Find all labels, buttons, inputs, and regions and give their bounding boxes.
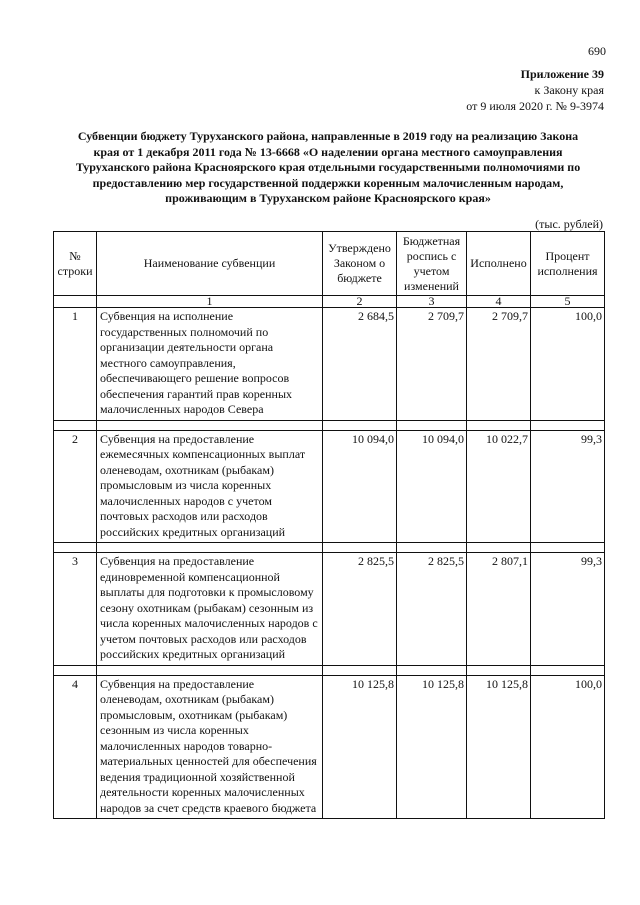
budget-value: 2 709,7 (397, 308, 467, 421)
header-name: Наименование субвенции (97, 232, 323, 296)
subsidy-name: Субвенция на предоставление единовременной компенсационной выплаты для подготовки к промысловому сезону охотникам (рыбакам) сезонным из числа коренных малочисленных народов с учетом почтовых расходов или расходов российских кредитных организаций (97, 553, 323, 666)
table-header-row (54, 232, 605, 296)
row-number: 2 (54, 430, 97, 543)
table-row (54, 675, 605, 819)
header-row-no: № строки (54, 232, 97, 296)
approved-value: 2 684,5 (323, 308, 397, 421)
table-row (54, 308, 605, 421)
subsidy-table (53, 231, 605, 819)
executed-value: 10 125,8 (467, 675, 531, 819)
executed-value: 2 807,1 (467, 553, 531, 666)
column-number: 5 (531, 296, 605, 308)
percent-value: 100,0 (531, 675, 605, 819)
column-number: 4 (467, 296, 531, 308)
executed-value: 2 709,7 (467, 308, 531, 421)
column-number: 2 (323, 296, 397, 308)
header-budget: Бюджетная роспись с учетом изменений (397, 232, 467, 296)
appendix-block (466, 66, 604, 114)
row-spacer (54, 665, 605, 675)
header-percent: Процент исполнения (531, 232, 605, 296)
table-row (54, 553, 605, 666)
header-approved: Утверждено Законом о бюджете (323, 232, 397, 296)
column-number-row (54, 296, 605, 308)
appendix-law: к Закону края (534, 83, 604, 97)
row-spacer (54, 420, 605, 430)
column-number: 1 (97, 296, 323, 308)
subsidy-name: Субвенция на предоставление оленеводам, охотникам (рыбакам) промысловым, охотникам (рыбакам) сезонным из числа коренных малочисленных народов товарно-материальных ценностей для обеспечения ведения традиционной хозяйственной деятельности коренных малочисленных народов за счет средств краевого бюджета (97, 675, 323, 819)
column-number: 3 (397, 296, 467, 308)
approved-value: 10 125,8 (323, 675, 397, 819)
row-number: 3 (54, 553, 97, 666)
page-number: 690 (588, 44, 606, 58)
table-row (54, 430, 605, 543)
row-number: 1 (54, 308, 97, 421)
row-spacer (54, 543, 605, 553)
budget-value: 10 125,8 (397, 675, 467, 819)
approved-value: 2 825,5 (323, 553, 397, 666)
document-title: Субвенции бюджету Туруханского района, направленные в 2019 году на реализацию Закона края от 1 декабря 2011 года № 13-6668 «О наделении органа местного самоуправления Туруханского района Красноярского края отдельными государственными полномочиями по предоставлению мер государственной поддержки коренным малочисленным народам, проживающим в Туруханском районе Красноярского края» (75, 129, 581, 205)
budget-value: 10 094,0 (397, 430, 467, 543)
units-label: (тыс. рублей) (535, 217, 603, 231)
row-number: 4 (54, 675, 97, 819)
percent-value: 100,0 (531, 308, 605, 421)
budget-value: 2 825,5 (397, 553, 467, 666)
appendix-title: Приложение 39 (520, 67, 604, 81)
header-executed: Исполнено (467, 232, 531, 296)
approved-value: 10 094,0 (323, 430, 397, 543)
subsidy-name: Субвенция на исполнение государственных полномочий по организации деятельности органа местного самоуправления, обеспечивающего решение вопросов обеспечения гарантий прав коренных малочисленных народов Севера (97, 308, 323, 421)
percent-value: 99,3 (531, 553, 605, 666)
percent-value: 99,3 (531, 430, 605, 543)
appendix-date: от 9 июля 2020 г. № 9-3974 (466, 99, 604, 113)
column-number (54, 296, 97, 308)
subsidy-name: Субвенция на предоставление ежемесячных компенсационных выплат оленеводам, охотникам (рыбакам) промысловым из числа коренных малочисленных народов с учетом почтовых расходов или расходов российских кредитных организаций (97, 430, 323, 543)
executed-value: 10 022,7 (467, 430, 531, 543)
